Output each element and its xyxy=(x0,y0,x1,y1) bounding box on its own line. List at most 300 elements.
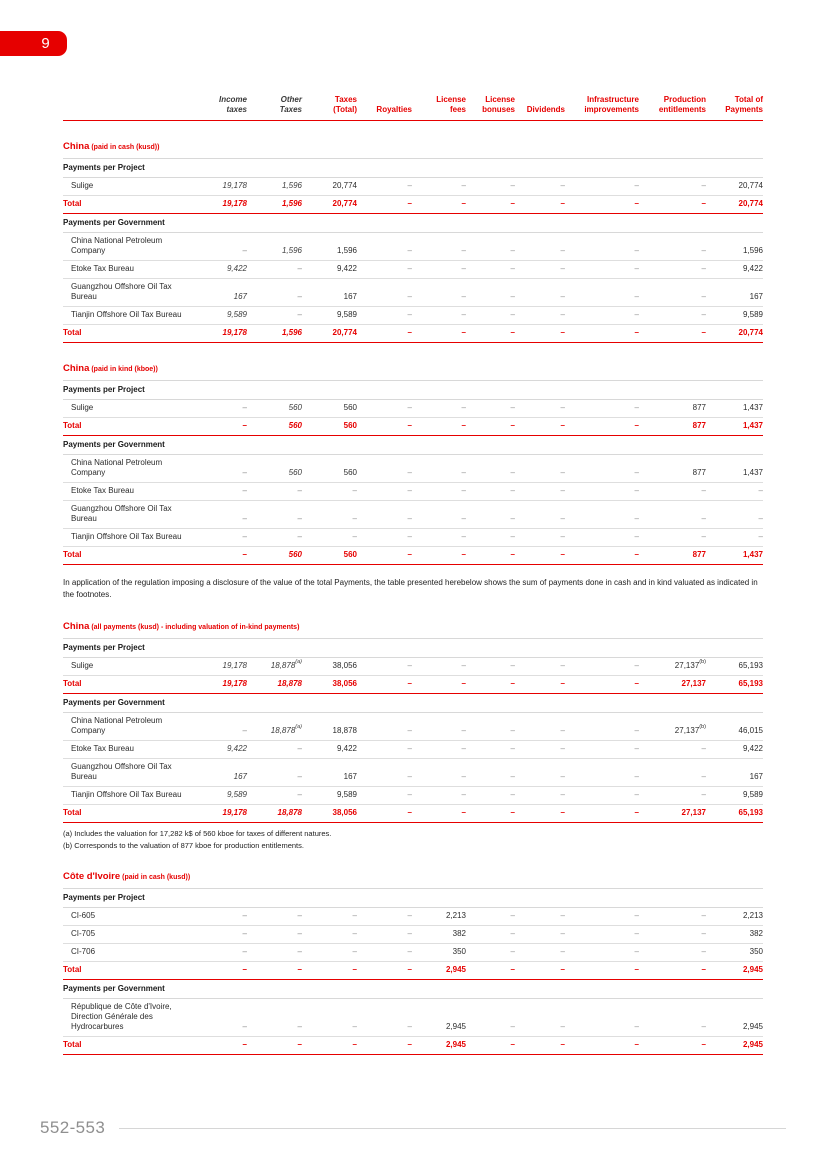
cell: 65,193 xyxy=(706,658,763,676)
cell: 382 xyxy=(706,926,763,944)
cell: 19,178 xyxy=(193,325,247,343)
cell: – xyxy=(639,501,706,529)
cell: – xyxy=(466,547,515,565)
cell: – xyxy=(193,908,247,926)
cell: – xyxy=(639,261,706,279)
row-label: Total xyxy=(63,962,193,980)
cell: 2,945 xyxy=(706,1037,763,1055)
table-row xyxy=(63,944,763,962)
payments-table xyxy=(63,889,763,1055)
cell: 18,878$^{(a)}$ xyxy=(247,658,302,676)
cell: 2,945 xyxy=(412,999,466,1037)
column-header-table xyxy=(63,92,763,121)
row-label: CI-705 xyxy=(63,926,193,944)
table-row xyxy=(63,805,763,823)
column-header: Other Taxes xyxy=(247,92,302,121)
row-label: République de Côte d'Ivoire, Direction Générale des Hydrocarbures xyxy=(63,999,193,1037)
cell: – xyxy=(515,261,565,279)
cell: – xyxy=(247,261,302,279)
table-row xyxy=(63,325,763,343)
cell: – xyxy=(565,759,639,787)
cell: 20,774 xyxy=(706,325,763,343)
row-label-header xyxy=(63,92,193,121)
table-row xyxy=(63,529,763,547)
cell: – xyxy=(565,676,639,694)
cell: – xyxy=(247,759,302,787)
cell: 1,437 xyxy=(706,547,763,565)
cell: 9,589 xyxy=(302,787,357,805)
cell: – xyxy=(565,805,639,823)
cell: 20,774 xyxy=(706,196,763,214)
cell: – xyxy=(193,501,247,529)
cell: 2,213 xyxy=(412,908,466,926)
row-label: Total xyxy=(63,418,193,436)
cell: – xyxy=(706,483,763,501)
group-heading: Payments per Government xyxy=(63,980,763,999)
footnote-marker: (b) xyxy=(699,659,706,666)
cell: – xyxy=(247,999,302,1037)
cell: 20,774 xyxy=(706,178,763,196)
cell: – xyxy=(412,741,466,759)
payments-table xyxy=(63,639,763,823)
cell: 27,137 xyxy=(639,676,706,694)
group-heading-row xyxy=(63,694,763,713)
cell: 18,878 xyxy=(247,676,302,694)
cell: – xyxy=(466,676,515,694)
cell: – xyxy=(515,196,565,214)
table-row xyxy=(63,455,763,483)
cell: – xyxy=(247,908,302,926)
row-label: Total xyxy=(63,676,193,694)
cell: – xyxy=(565,658,639,676)
group-heading: Payments per Government xyxy=(63,436,763,455)
cell: – xyxy=(565,944,639,962)
cell: – xyxy=(466,741,515,759)
cell: – xyxy=(247,787,302,805)
cell: 38,056 xyxy=(302,805,357,823)
cell: 27,137 xyxy=(639,805,706,823)
section-title xyxy=(63,866,763,889)
section-subtitle: (paid in cash (kusd)) xyxy=(120,874,191,882)
cell: 1,437 xyxy=(706,418,763,436)
footnote-marker: (b) xyxy=(699,724,706,731)
cell: 167 xyxy=(302,759,357,787)
cell: – xyxy=(565,908,639,926)
cell: – xyxy=(639,178,706,196)
group-heading-row xyxy=(63,980,763,999)
cell: – xyxy=(639,741,706,759)
row-label: China National Petroleum Company xyxy=(63,713,193,741)
table-row xyxy=(63,261,763,279)
cell: – xyxy=(412,400,466,418)
cell: – xyxy=(565,279,639,307)
cell: – xyxy=(302,944,357,962)
cell: – xyxy=(639,325,706,343)
cell: – xyxy=(515,400,565,418)
table-row xyxy=(63,279,763,307)
cell: 560 xyxy=(247,418,302,436)
cell: 1,596 xyxy=(706,233,763,261)
section-subtitle: (paid in kind (kboe)) xyxy=(89,366,158,373)
cell: – xyxy=(515,483,565,501)
cell: – xyxy=(193,1037,247,1055)
cell: – xyxy=(357,547,412,565)
cell: – xyxy=(515,178,565,196)
row-label: Guangzhou Offshore Oil Tax Bureau xyxy=(63,279,193,307)
cell: – xyxy=(466,962,515,980)
cell: – xyxy=(193,962,247,980)
cell: – xyxy=(466,713,515,741)
section-china-kind xyxy=(63,358,763,565)
cell: 350 xyxy=(412,944,466,962)
section-title xyxy=(63,136,763,159)
cell: – xyxy=(412,418,466,436)
cell: – xyxy=(639,908,706,926)
table-row xyxy=(63,400,763,418)
cell: – xyxy=(565,926,639,944)
cell: 167 xyxy=(706,279,763,307)
cell: 560 xyxy=(302,418,357,436)
row-label: Total xyxy=(63,196,193,214)
cell: – xyxy=(466,325,515,343)
cell: – xyxy=(466,483,515,501)
cell: 19,178 xyxy=(193,658,247,676)
footnote-a: (a) Includes the valuation for 17,282 k$ of 560 kboe for taxes of different natures. xyxy=(63,829,332,838)
chapter-number: 9 xyxy=(41,35,50,52)
cell: – xyxy=(357,261,412,279)
cell: 18,878$^{(a)}$ xyxy=(247,713,302,741)
cell: – xyxy=(565,962,639,980)
cell: – xyxy=(466,233,515,261)
cell: – xyxy=(565,483,639,501)
cell: 65,193 xyxy=(706,805,763,823)
cell: – xyxy=(302,1037,357,1055)
cell: 9,589 xyxy=(193,787,247,805)
cell: 20,774 xyxy=(302,178,357,196)
group-heading-row xyxy=(63,639,763,658)
table-row xyxy=(63,547,763,565)
cell: – xyxy=(302,908,357,926)
cell: – xyxy=(466,787,515,805)
column-header: Total of Payments xyxy=(706,92,763,121)
cell: – xyxy=(639,787,706,805)
cell: 877 xyxy=(639,418,706,436)
table-row xyxy=(63,676,763,694)
cell: – xyxy=(247,529,302,547)
cell: – xyxy=(565,455,639,483)
section-title xyxy=(63,358,763,381)
cell: – xyxy=(639,483,706,501)
cell: 9,589 xyxy=(706,787,763,805)
cell: 9,422 xyxy=(706,261,763,279)
cell: – xyxy=(412,261,466,279)
footnote-marker: (a) xyxy=(295,659,302,666)
row-label: CI-605 xyxy=(63,908,193,926)
cell: – xyxy=(193,529,247,547)
cell: 1,596 xyxy=(247,178,302,196)
cell: 20,774 xyxy=(302,196,357,214)
section-title xyxy=(63,616,763,639)
section-subtitle: (paid in cash (kusd)) xyxy=(89,144,160,151)
table-row xyxy=(63,658,763,676)
cell: – xyxy=(193,547,247,565)
cell: – xyxy=(466,944,515,962)
footer-divider xyxy=(119,1128,786,1129)
cell: – xyxy=(412,178,466,196)
cell: – xyxy=(639,196,706,214)
cell: 877 xyxy=(639,547,706,565)
cell: 20,774 xyxy=(302,325,357,343)
row-label: Total xyxy=(63,1037,193,1055)
cell: 38,056 xyxy=(302,658,357,676)
cell: – xyxy=(466,658,515,676)
group-heading-row xyxy=(63,214,763,233)
cell: – xyxy=(357,483,412,501)
cell: 9,422 xyxy=(706,741,763,759)
row-label: Guangzhou Offshore Oil Tax Bureau xyxy=(63,501,193,529)
cell: – xyxy=(466,501,515,529)
cell: 27,137$^{(b)}$ xyxy=(639,658,706,676)
cell: – xyxy=(639,759,706,787)
cell: 167 xyxy=(302,279,357,307)
cell: – xyxy=(247,483,302,501)
cell: 9,422 xyxy=(193,741,247,759)
cell: – xyxy=(302,962,357,980)
table-row xyxy=(63,1037,763,1055)
cell: – xyxy=(466,178,515,196)
cell: – xyxy=(515,658,565,676)
cell: – xyxy=(466,261,515,279)
cell: – xyxy=(515,279,565,307)
cell: – xyxy=(515,233,565,261)
payments-table xyxy=(63,381,763,565)
cell: 19,178 xyxy=(193,178,247,196)
column-header-row xyxy=(63,92,763,121)
cell: 19,178 xyxy=(193,805,247,823)
cell: – xyxy=(247,279,302,307)
cell: – xyxy=(357,962,412,980)
table-row xyxy=(63,418,763,436)
cell: 65,193 xyxy=(706,676,763,694)
row-label: Total xyxy=(63,325,193,343)
cell: – xyxy=(357,805,412,823)
cell: – xyxy=(466,1037,515,1055)
row-label: Etoke Tax Bureau xyxy=(63,483,193,501)
cell: – xyxy=(412,713,466,741)
cell: – xyxy=(247,307,302,325)
row-label: Sulige xyxy=(63,178,193,196)
cell: – xyxy=(565,307,639,325)
cell: – xyxy=(193,400,247,418)
group-heading: Payments per Project xyxy=(63,639,763,658)
group-heading: Payments per Government xyxy=(63,214,763,233)
cell: 2,213 xyxy=(706,908,763,926)
table-row xyxy=(63,307,763,325)
cell: – xyxy=(515,501,565,529)
table-row xyxy=(63,196,763,214)
cell: – xyxy=(466,196,515,214)
cell: – xyxy=(357,787,412,805)
cell: – xyxy=(412,787,466,805)
cell: – xyxy=(639,307,706,325)
cell: – xyxy=(247,501,302,529)
cell: – xyxy=(357,1037,412,1055)
cell: 877 xyxy=(639,455,706,483)
row-label: Tianjin Offshore Oil Tax Bureau xyxy=(63,529,193,547)
cell: 2,945 xyxy=(706,962,763,980)
cell: 1,596 xyxy=(247,233,302,261)
group-heading: Payments per Project xyxy=(63,889,763,908)
cell: – xyxy=(565,418,639,436)
cell: – xyxy=(412,759,466,787)
cell: – xyxy=(515,307,565,325)
cell: – xyxy=(412,805,466,823)
table-row xyxy=(63,962,763,980)
cell: – xyxy=(357,418,412,436)
valuation-note: In application of the regulation imposing a disclosure of the value of the total Payments, the table presented herebelow shows the sum of payments done in cash and in kind valuated as indicated in the footnotes. xyxy=(63,578,758,599)
section-china-cash xyxy=(63,136,763,343)
cell: – xyxy=(466,999,515,1037)
section-china-all-payments xyxy=(63,616,763,823)
cell: – xyxy=(515,787,565,805)
row-label: Etoke Tax Bureau xyxy=(63,261,193,279)
cell: – xyxy=(565,233,639,261)
cell: – xyxy=(515,908,565,926)
row-label: China National Petroleum Company xyxy=(63,455,193,483)
page-number: 552-553 xyxy=(40,1118,106,1137)
row-label: Total xyxy=(63,547,193,565)
cell: – xyxy=(357,658,412,676)
cell: – xyxy=(515,759,565,787)
row-label: China National Petroleum Company xyxy=(63,233,193,261)
cell: – xyxy=(247,926,302,944)
cell: – xyxy=(357,999,412,1037)
cell: – xyxy=(466,759,515,787)
cell: 18,878 xyxy=(247,805,302,823)
page-footer xyxy=(40,1118,786,1138)
cell: 560 xyxy=(302,547,357,565)
section-country: China xyxy=(63,621,90,632)
cell: 167 xyxy=(193,279,247,307)
cell: – xyxy=(302,999,357,1037)
cell: – xyxy=(357,908,412,926)
cell: 9,422 xyxy=(302,741,357,759)
cell: – xyxy=(565,547,639,565)
cell: – xyxy=(515,962,565,980)
column-header: Royalties xyxy=(357,92,412,121)
cell: – xyxy=(357,400,412,418)
cell: 2,945 xyxy=(412,1037,466,1055)
group-heading-row xyxy=(63,381,763,400)
cell: 350 xyxy=(706,944,763,962)
cell: – xyxy=(565,787,639,805)
cell: 167 xyxy=(193,759,247,787)
cell: – xyxy=(247,1037,302,1055)
cell: 1,437 xyxy=(706,400,763,418)
cell: 877 xyxy=(639,400,706,418)
cell: 560 xyxy=(247,400,302,418)
cell: – xyxy=(515,805,565,823)
cell: – xyxy=(515,926,565,944)
row-label: Sulige xyxy=(63,400,193,418)
row-label: Etoke Tax Bureau xyxy=(63,741,193,759)
cell: – xyxy=(193,999,247,1037)
cell: – xyxy=(357,178,412,196)
cell: 9,589 xyxy=(706,307,763,325)
cell: 19,178 xyxy=(193,676,247,694)
column-header: License fees xyxy=(412,92,466,121)
cell: 27,137$^{(b)}$ xyxy=(639,713,706,741)
cell: – xyxy=(639,529,706,547)
cell: 167 xyxy=(706,759,763,787)
cell: – xyxy=(515,999,565,1037)
column-header: Production entitlements xyxy=(639,92,706,121)
group-heading: Payments per Government xyxy=(63,694,763,713)
cell: – xyxy=(565,713,639,741)
table-row xyxy=(63,501,763,529)
cell: – xyxy=(412,658,466,676)
cell: – xyxy=(412,547,466,565)
cell: – xyxy=(639,279,706,307)
table-row xyxy=(63,926,763,944)
cell: – xyxy=(515,418,565,436)
cell: 19,178 xyxy=(193,196,247,214)
table-row xyxy=(63,483,763,501)
group-heading-row xyxy=(63,159,763,178)
cell: – xyxy=(639,926,706,944)
table-row xyxy=(63,908,763,926)
cell: 9,589 xyxy=(302,307,357,325)
cell: 382 xyxy=(412,926,466,944)
cell: – xyxy=(412,196,466,214)
table-row xyxy=(63,759,763,787)
cell: – xyxy=(565,501,639,529)
cell: – xyxy=(565,741,639,759)
column-header: Dividends xyxy=(515,92,565,121)
cell: – xyxy=(706,501,763,529)
cell: – xyxy=(193,944,247,962)
cell: – xyxy=(639,1037,706,1055)
cell: – xyxy=(466,279,515,307)
cell: 1,596 xyxy=(247,325,302,343)
table-row xyxy=(63,713,763,741)
cell: – xyxy=(412,279,466,307)
cell: – xyxy=(247,944,302,962)
footnotes xyxy=(63,828,763,851)
cell: 9,589 xyxy=(193,307,247,325)
group-heading: Payments per Project xyxy=(63,381,763,400)
cell: – xyxy=(412,455,466,483)
cell: – xyxy=(466,908,515,926)
cell: – xyxy=(302,529,357,547)
row-label: Total xyxy=(63,805,193,823)
cell: – xyxy=(302,926,357,944)
cell: – xyxy=(357,307,412,325)
cell: – xyxy=(466,418,515,436)
cell: – xyxy=(193,713,247,741)
cell: – xyxy=(247,741,302,759)
cell: – xyxy=(515,1037,565,1055)
cell: – xyxy=(357,926,412,944)
cell: – xyxy=(193,455,247,483)
cell: – xyxy=(466,529,515,547)
cell: – xyxy=(357,741,412,759)
cell: 18,878 xyxy=(302,713,357,741)
row-label: Tianjin Offshore Oil Tax Bureau xyxy=(63,787,193,805)
cell: – xyxy=(302,483,357,501)
cell: – xyxy=(357,196,412,214)
cell: – xyxy=(639,233,706,261)
